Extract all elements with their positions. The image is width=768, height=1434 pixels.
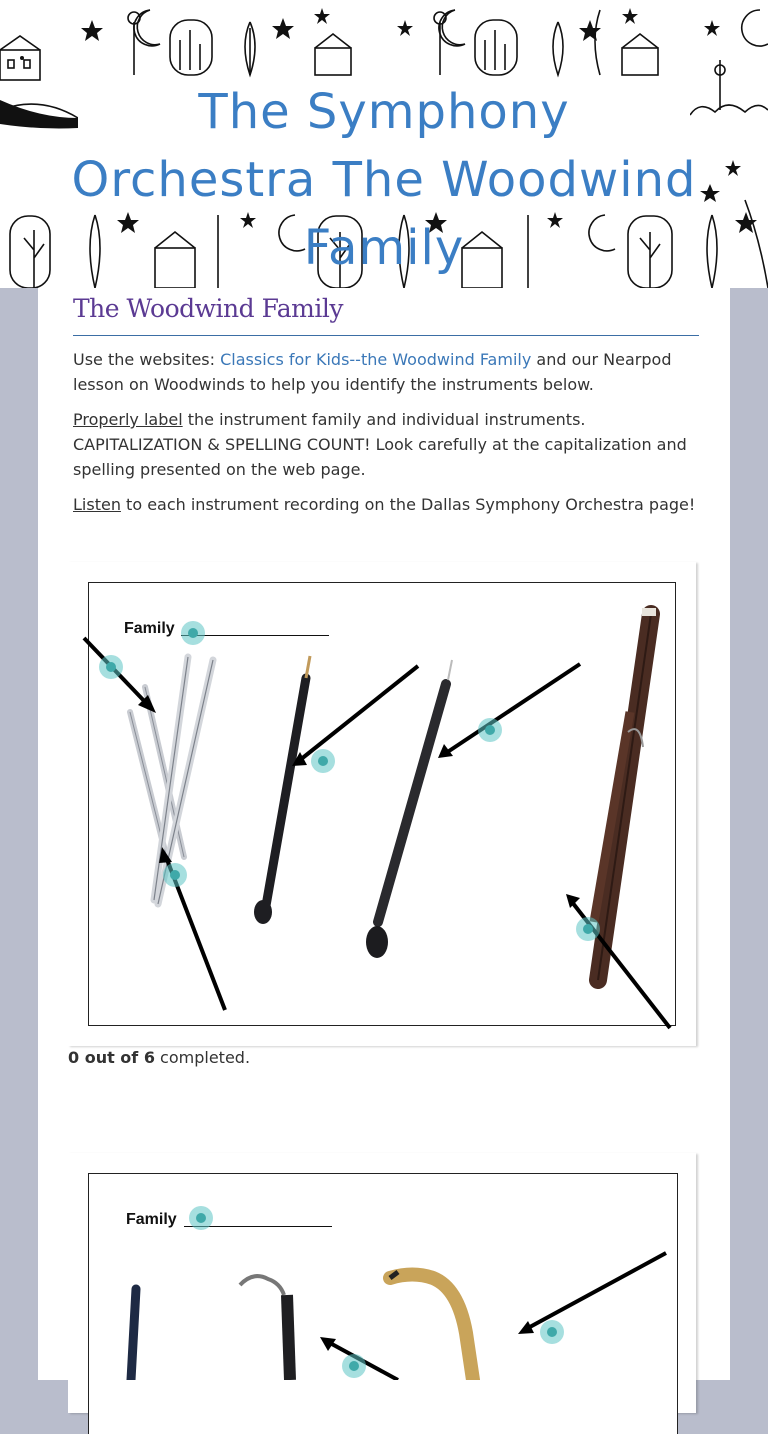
saxophone-hotspot[interactable] xyxy=(540,1320,564,1344)
clarinet-icon xyxy=(131,1289,136,1380)
bassoon-icon xyxy=(594,608,656,980)
instrument-illustration-2 xyxy=(68,1153,696,1380)
pointer-arrows-2 xyxy=(330,1253,666,1380)
oboe-icon xyxy=(254,656,310,924)
family-hotspot[interactable] xyxy=(181,621,205,645)
section-divider xyxy=(73,335,699,336)
classics-for-kids-link[interactable]: Classics for Kids--the Woodwind Family xyxy=(220,350,532,369)
english-horn-hotspot[interactable] xyxy=(478,718,502,742)
saxophone-icon xyxy=(390,1272,473,1380)
listen-rest-text: to each instrument recording on the Dallas Symphony Orchestra page! xyxy=(120,495,696,514)
header-banner xyxy=(0,0,768,288)
labeling-text: the instrument family and individual instruments. CAPITALIZATION & SPELLING COUNT! Look carefully at the capitalization and spelling presented on the web page. xyxy=(73,410,687,479)
bassoon-hotspot[interactable] xyxy=(576,917,600,941)
page-title: The Symphony Orchestra The Woodwind Family xyxy=(71,84,697,276)
section-title: The Woodwind Family xyxy=(73,294,343,323)
family-label: Family xyxy=(124,620,175,637)
flute-hotspot[interactable] xyxy=(99,655,123,679)
progress-count: 0 out of 6 xyxy=(68,1048,155,1067)
english-horn-icon xyxy=(366,660,452,958)
family-hotspot-2[interactable] xyxy=(189,1206,213,1230)
bass-clarinet-icon xyxy=(240,1276,290,1380)
intro-paragraph xyxy=(73,347,701,397)
family-label-2: Family xyxy=(126,1211,177,1228)
content-panel xyxy=(38,288,730,1380)
progress-suffix: completed. xyxy=(154,1048,251,1067)
bass-clarinet-hotspot[interactable] xyxy=(342,1354,366,1378)
labeling-activity-1 xyxy=(68,562,696,1046)
labeling-activity-2 xyxy=(68,1153,696,1413)
labeling-instructions xyxy=(73,407,701,482)
progress-text xyxy=(68,1048,250,1067)
listen-text: Listen xyxy=(73,495,121,514)
properly-label-text: Properly label xyxy=(73,410,183,429)
intro-prefix: Use the websites: xyxy=(73,350,221,369)
piccolo-hotspot[interactable] xyxy=(163,863,187,887)
intro-suffix: and our Nearpod lesson on Woodwinds to help you identify the instruments below. xyxy=(73,350,672,394)
listen-instructions xyxy=(73,492,701,517)
oboe-hotspot[interactable] xyxy=(311,749,335,773)
